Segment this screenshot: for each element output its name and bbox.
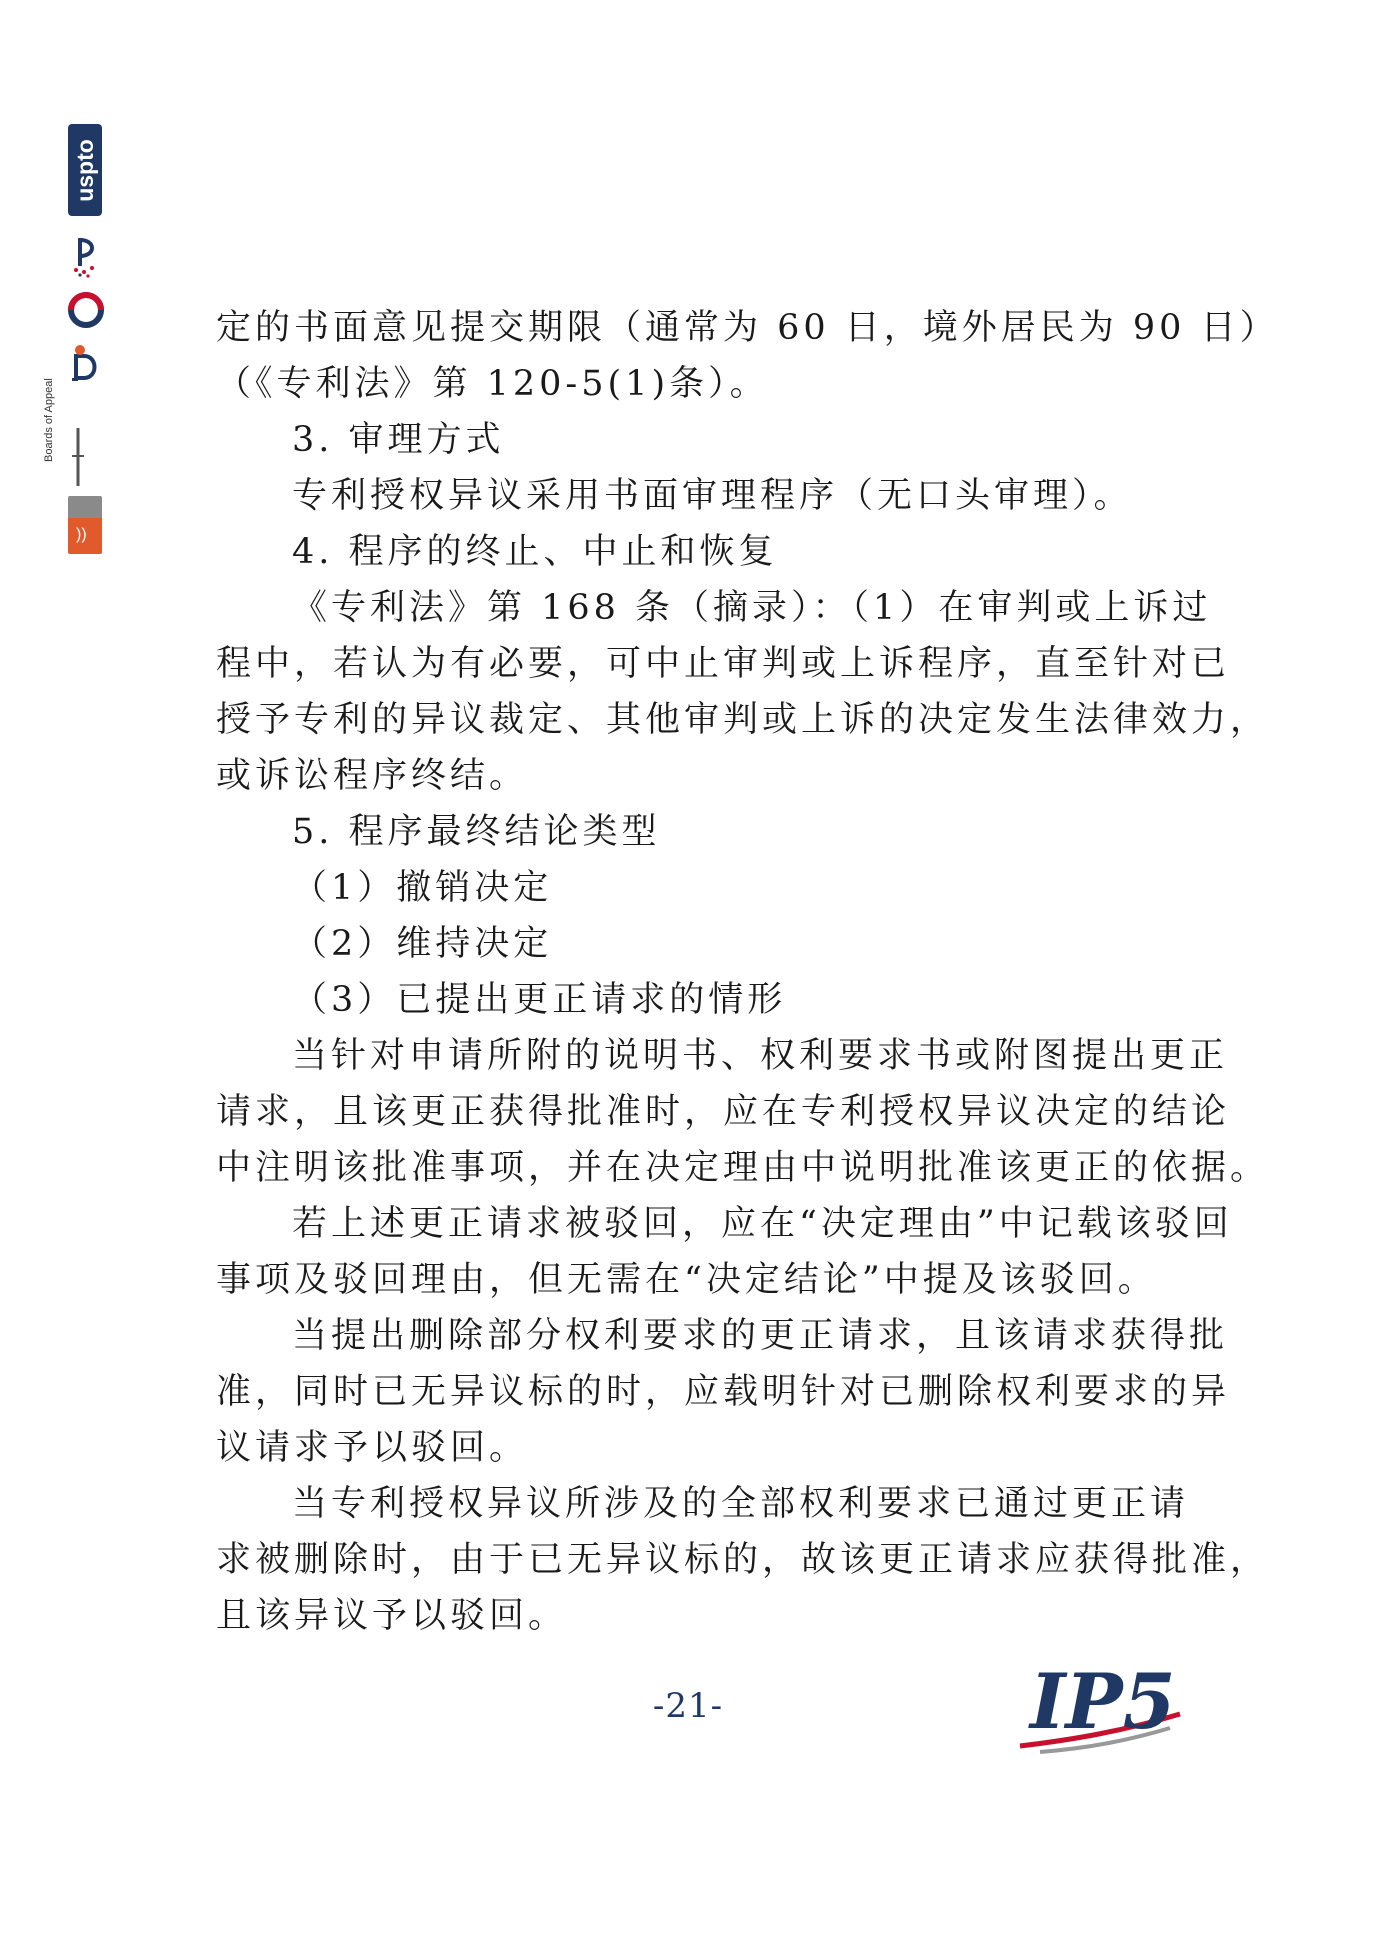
body-line: 若上述更正请求被驳回，应在“决定理由”中记载该驳回 [292, 1204, 1233, 1244]
body-line: 中注明该批准事项，并在决定理由中说明批准该更正的依据。 [216, 1148, 1270, 1188]
body-line: 求被删除时，由于已无异议标的，故该更正请求应获得批准， [216, 1540, 1270, 1580]
body-line: 且该异议予以驳回。 [216, 1596, 568, 1636]
body-line: （《专利法》第 120-5(1)条）。 [216, 364, 769, 404]
body-line: 3. 审理方式 [292, 420, 505, 460]
body-line: 当专利授权异议所涉及的全部权利要求已通过更正请 [292, 1484, 1190, 1524]
body-line: 5. 程序最终结论类型 [292, 812, 661, 852]
cnipa-logo-icon: )) [68, 496, 102, 554]
uspto-logo [68, 124, 102, 216]
body-line: 专利授权异议采用书面审理程序（无口头审理）。 [292, 476, 1133, 516]
body-line: 定的书面意见提交期限（通常为 60 日，境外居民为 90 日） [216, 308, 1279, 348]
kipo-logo-icon [68, 292, 104, 328]
uspto-logo-text: uspto [71, 138, 98, 202]
boa-logo [43, 378, 108, 488]
jpo-logo-icon [70, 342, 104, 382]
body-line: 4. 程序的终止、中止和恢复 [292, 532, 778, 572]
body-line: （1）撤销决定 [292, 868, 553, 908]
body-line: 授予专利的异议裁定、其他审判或上诉的决定发生法律效力， [216, 700, 1270, 740]
body-line: 《专利法》第 168 条（摘录）：（1）在审判或上诉过 [292, 588, 1212, 628]
body-line: （2）维持决定 [292, 924, 553, 964]
body-line: 请求，且该更正获得批准时，应在专利授权异议决定的结论 [216, 1092, 1231, 1132]
page-number: -21- [652, 1686, 724, 1726]
ip5-logo-text: IP5 [1030, 1657, 1176, 1746]
body-line: 当针对申请所附的说明书、权利要求书或附图提出更正 [292, 1036, 1229, 1076]
body-line: 程中，若认为有必要，可中止审判或上诉程序，直至针对已 [216, 644, 1231, 684]
body-line: 当提出删除部分权利要求的更正请求，且该请求获得批 [292, 1316, 1229, 1356]
document-body [216, 300, 1279, 1644]
body-line: 准，同时已无异议标的时，应载明针对已删除权利要求的异 [216, 1372, 1231, 1412]
ip5-logo-icon [1010, 1648, 1190, 1760]
boa-logo-text: Boards of Appeal [43, 378, 55, 462]
body-line: 或诉讼程序终结。 [216, 756, 529, 796]
body-line: （3）已提出更正请求的情形 [292, 980, 787, 1020]
body-line: 议请求予以驳回。 [216, 1428, 529, 1468]
body-line: 事项及驳回理由，但无需在“决定结论”中提及该驳回。 [216, 1260, 1157, 1300]
boa-logo-icon [70, 398, 86, 488]
euipo-logo-icon [70, 236, 102, 278]
